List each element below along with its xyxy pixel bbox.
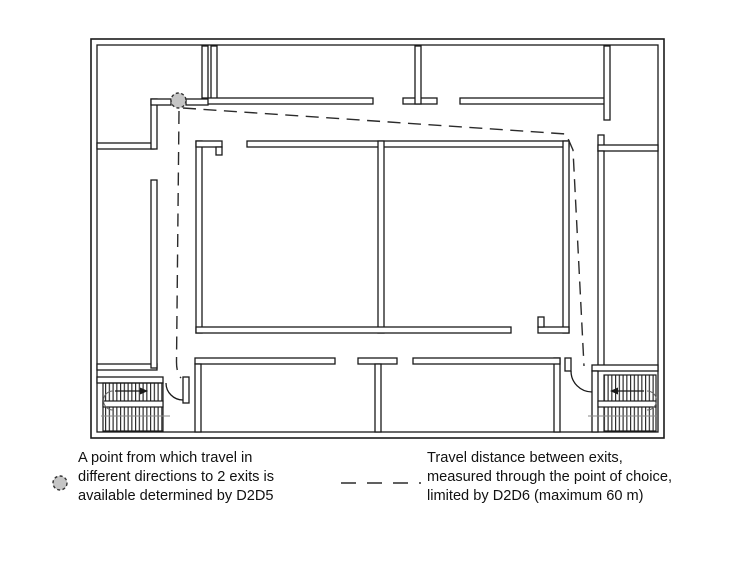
legend-line: limited by D2D6 (maximum 60 m)	[427, 488, 644, 504]
travel-path-left	[177, 111, 182, 378]
door-arc-right-exit	[571, 371, 592, 392]
door-arc-left-exit	[166, 383, 183, 400]
legend-line: Travel distance between exits,	[427, 450, 623, 466]
legend-point-caption	[78, 449, 274, 506]
stair-left	[101, 383, 170, 431]
legend-line: measured through the point of choice,	[427, 469, 673, 485]
legend-point-symbol-icon	[53, 476, 67, 490]
legend-line: A point from which travel in	[78, 450, 253, 466]
legend-travel-caption	[427, 449, 672, 506]
legend-line: different directions to 2 exits is	[78, 469, 275, 485]
legend-line: available determined by D2D5	[78, 488, 274, 504]
choice-point-marker	[171, 93, 186, 108]
